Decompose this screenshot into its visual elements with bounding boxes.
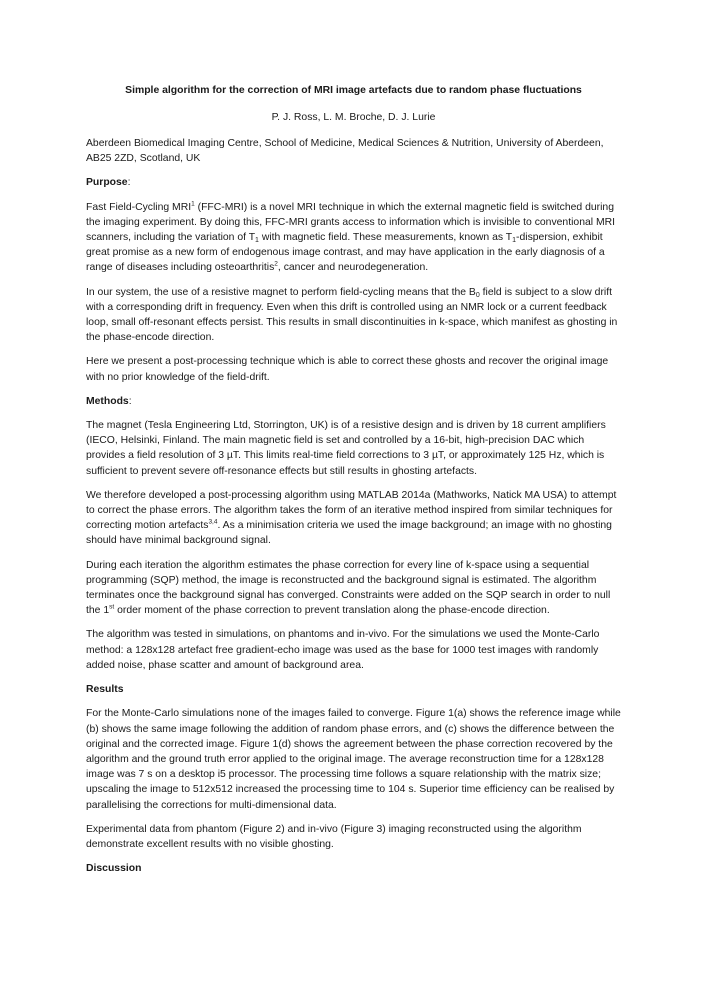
section-heading-methods: Methods: bbox=[86, 395, 132, 407]
citation-superscript: 3,4 bbox=[208, 518, 218, 526]
section-heading-results: Results bbox=[86, 684, 124, 696]
methods-paragraph-2: We therefore developed a post-processing algorithm using MATLAB 2014a (Mathworks, Natick MA USA) to attempt to correct the phase errors. The algorithm takes the form of an iterative method inspired from similar techniques for correcting motion artefacts$^{3,4}$. As a minimisation criteria we used the image background; an image with no ghosting should have minimal background signal. bbox=[86, 489, 617, 547]
results-paragraph-1: For the Monte-Carlo simulations none of the images failed to converge. Figure 1(a) shows the reference image while (b) shows the same image following the addition of random phase errors, and (c) shows the difference between the original and the corrected image. Figure 1(d) shows the agreement between the phase correction recovered by the algorithm and the ground truth error applied to the original image. The average reconstruction time for a 128x128 image was 7 s on a desktop i5 processor. The processing time follows a square relationship with the matrix size; upscaling the image to 512x512 increased the processing time to 104 s. Superior time efficiency can be realised by parallelising the corrections for multi-dimensional data. bbox=[86, 708, 621, 811]
author-list: P. J. Ross, L. M. Broche, D. J. Lurie bbox=[271, 112, 436, 123]
section-heading-discussion: Discussion bbox=[86, 863, 142, 875]
paper-body bbox=[86, 136, 626, 885]
paper-title: Simple algorithm for the correction of MRI image artefacts due to random phase fluctuations bbox=[125, 85, 582, 96]
affiliation: Aberdeen Biomedical Imaging Centre, School of Medicine, Medical Sciences & Nutrition, University of Aberdeen, AB25 2ZD, Scotland, UK bbox=[86, 138, 604, 165]
methods-paragraph-3: During each iteration the algorithm estimates the phase correction for every line of k-space using a sequential programming (SQP) method, the image is reconstructed and the background signal is estimated. The algorithm terminates once the background signal has converged. Constraints were added on the SQP search in order to null the 1st order moment of the phase correction to prevent translation along the phase-encode direction. bbox=[86, 559, 611, 617]
citation-superscript: 2 bbox=[274, 260, 278, 268]
results-paragraph-2: Experimental data from phantom (Figure 2) and in-vivo (Figure 3) imaging reconstructed using the algorithm demonstrate excellent results with no visible ghosting. bbox=[86, 823, 582, 850]
purpose-paragraph-3: Here we present a post-processing technique which is able to correct these ghosts and recover the original image with no prior knowledge of the field-drift. bbox=[86, 356, 609, 383]
citation-superscript: 1 bbox=[191, 200, 195, 208]
methods-paragraph-4: The algorithm was tested in simulations, on phantoms and in-vivo. For the simulations we used the Monte-Carlo method: a 128x128 artefact free gradient-echo image was used as the base for 1000 test images with randomly added noise, phase scatter and amount of background area. bbox=[86, 629, 600, 671]
methods-paragraph-1: The magnet (Tesla Engineering Ltd, Storrington, UK) is of a resistive design and is driven by 18 current amplifiers (IECO, Helsinki, Finland. The main magnetic field is set and controlled by a 16-bit, high-precision DAC which provides a field resolution of 3 µT. This limits real-time field corrections to 3 µT, or approximately 125 Hz, which is sufficient to prevent severe off-resonance effects but still results in ghosting artefacts. bbox=[86, 420, 606, 477]
purpose-paragraph-1: Fast Field-Cycling MRI$^1$ (FFC-MRI) is a novel MRI technique in which the external magnetic field is switched during the imaging experiment. By doing this, FFC-MRI grants access to information which is invisible to conventional MRI scanners, including the variation of $T_1$ with magnetic field. These measurements, known as $T_1$-dispersion, exhibit great promise as a new form of endogenous image contrast, and may have application in the early diagnosis of a range of diseases including osteoarthritis$^2$, cancer and neurodegeneration. bbox=[86, 200, 615, 274]
purpose-paragraph-2: In our system, the use of a resistive magnet to perform field-cycling means that the $B_0$ field is subject to a slow drift with a corresponding drift in frequency. Even when this drift is controlled using an NMR lock or a current feedback loop, small off-resonant effects persist. This results in small discontinuities in k-space, which manifest as ghosting in the phase-encode direction. bbox=[86, 286, 618, 344]
section-heading-purpose: Purpose: bbox=[86, 177, 131, 189]
